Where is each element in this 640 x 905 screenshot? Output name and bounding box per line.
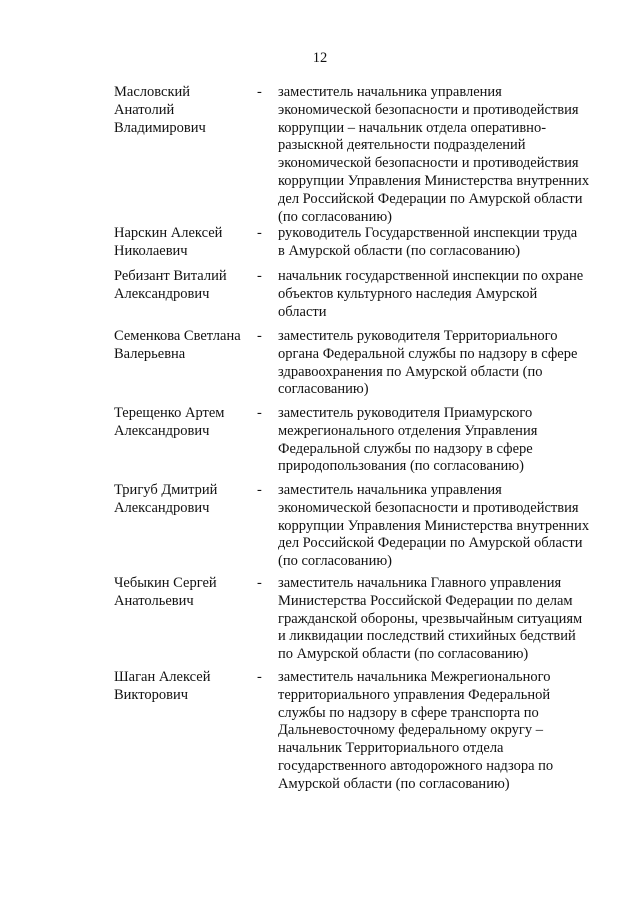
member-position bbox=[278, 405, 596, 476]
position-line: коррупции Управления Министерства внутренних bbox=[278, 172, 590, 189]
dash-separator: - bbox=[257, 405, 262, 421]
position-line: заместитель начальника Главного управления bbox=[278, 575, 562, 591]
position-line: дел Российской Федерации по Амурской области bbox=[278, 190, 583, 207]
member-name-line: Терещенко Артем bbox=[114, 405, 225, 421]
member-name-line: Чебыкин Сергей bbox=[114, 575, 217, 591]
member-name-line: Александрович bbox=[114, 285, 210, 302]
position-line: (по согласованию) bbox=[278, 208, 392, 225]
member-name bbox=[114, 405, 254, 441]
member-name-line: Шаган Алексей bbox=[114, 669, 211, 685]
position-line: органа Федеральной службы по надзору в сфере bbox=[278, 345, 578, 362]
member-name-line: Тригуб Дмитрий bbox=[114, 482, 218, 498]
position-line: дел Российской Федерации по Амурской области bbox=[278, 535, 583, 552]
member-position bbox=[278, 482, 596, 571]
position-line: гражданской обороны, чрезвычайным ситуациям bbox=[278, 610, 583, 627]
position-line: экономической безопасности и противодействия bbox=[278, 101, 579, 118]
member-position bbox=[278, 575, 596, 664]
position-line: области bbox=[278, 303, 327, 320]
position-line: территориального управления Федеральной bbox=[278, 686, 551, 703]
position-line: разыскной деятельности подразделений bbox=[278, 137, 526, 154]
position-line: заместитель начальника управления bbox=[278, 482, 502, 498]
position-line: по Амурской области (по согласованию) bbox=[278, 646, 529, 663]
dash-separator: - bbox=[257, 84, 262, 100]
member-name bbox=[114, 328, 254, 364]
member-name-line: Валерьевна bbox=[114, 345, 186, 362]
position-line: Федеральной службы по надзору в сфере bbox=[278, 440, 533, 457]
member-name bbox=[114, 84, 254, 137]
dash-separator: - bbox=[257, 575, 262, 591]
position-line: коррупции – начальник отдела оперативно- bbox=[278, 119, 547, 136]
member-name bbox=[114, 482, 254, 518]
member-name bbox=[114, 225, 254, 261]
position-line: межрегионального отделения Управления bbox=[278, 422, 538, 439]
position-line: в Амурской области (по согласованию) bbox=[278, 242, 521, 259]
position-line: объектов культурного наследия Амурской bbox=[278, 285, 538, 302]
position-line: природопользования (по согласованию) bbox=[278, 458, 524, 475]
position-line: заместитель руководителя Приамурского bbox=[278, 405, 533, 421]
position-line: заместитель начальника управления bbox=[278, 84, 502, 100]
dash-separator: - bbox=[257, 328, 262, 344]
dash-separator: - bbox=[257, 268, 262, 284]
member-name bbox=[114, 575, 254, 611]
position-line: согласованию) bbox=[278, 381, 369, 398]
position-line: начальник государственной инспекции по охране bbox=[278, 268, 584, 284]
member-position bbox=[278, 669, 596, 794]
position-line: (по согласованию) bbox=[278, 553, 392, 570]
member-position bbox=[278, 225, 596, 261]
member-name-line: Анатольевич bbox=[114, 592, 194, 609]
position-line: здравоохранения по Амурской области (по bbox=[278, 363, 543, 380]
position-line: заместитель начальника Межрегионального bbox=[278, 669, 551, 685]
dash-separator: - bbox=[257, 669, 262, 685]
position-line: коррупции Управления Министерства внутренних bbox=[278, 517, 590, 534]
position-line: заместитель руководителя Территориального bbox=[278, 328, 558, 344]
page-number: 12 bbox=[312, 50, 328, 66]
position-line: руководитель Государственной инспекции труда bbox=[278, 225, 578, 241]
member-name-line: Николаевич bbox=[114, 242, 188, 259]
member-name-line: Ребизант Виталий bbox=[114, 268, 227, 284]
member-name-line: Александрович bbox=[114, 422, 210, 439]
member-position bbox=[278, 84, 596, 226]
member-name bbox=[114, 268, 254, 304]
position-line: службы по надзору в сфере транспорта по bbox=[278, 704, 539, 721]
position-line: Амурской области (по согласованию) bbox=[278, 775, 510, 792]
position-line: экономической безопасности и противодействия bbox=[278, 155, 579, 172]
member-name-line: Масловский bbox=[114, 84, 191, 100]
member-position bbox=[278, 328, 596, 399]
member-name-line: Семенкова Светлана bbox=[114, 328, 241, 344]
position-line: Министерства Российской Федерации по делам bbox=[278, 592, 573, 609]
position-line: государственного автодорожного надзора по bbox=[278, 757, 554, 774]
member-name-line: Нарскин Алексей bbox=[114, 225, 223, 241]
dash-separator: - bbox=[257, 482, 262, 498]
position-line: начальник Территориального отдела bbox=[278, 740, 504, 757]
member-name-line: Анатолий bbox=[114, 101, 175, 118]
member-position bbox=[278, 268, 596, 321]
dash-separator: - bbox=[257, 225, 262, 241]
member-name-line: Александрович bbox=[114, 499, 210, 516]
position-line: и ликвидации последствий стихийных бедствий bbox=[278, 628, 576, 645]
position-line: Дальневосточному федеральному округу – bbox=[278, 722, 543, 739]
member-name bbox=[114, 669, 254, 705]
member-name-line: Викторович bbox=[114, 686, 189, 703]
position-line: экономической безопасности и противодействия bbox=[278, 499, 579, 516]
member-name-line: Владимирович bbox=[114, 119, 206, 136]
